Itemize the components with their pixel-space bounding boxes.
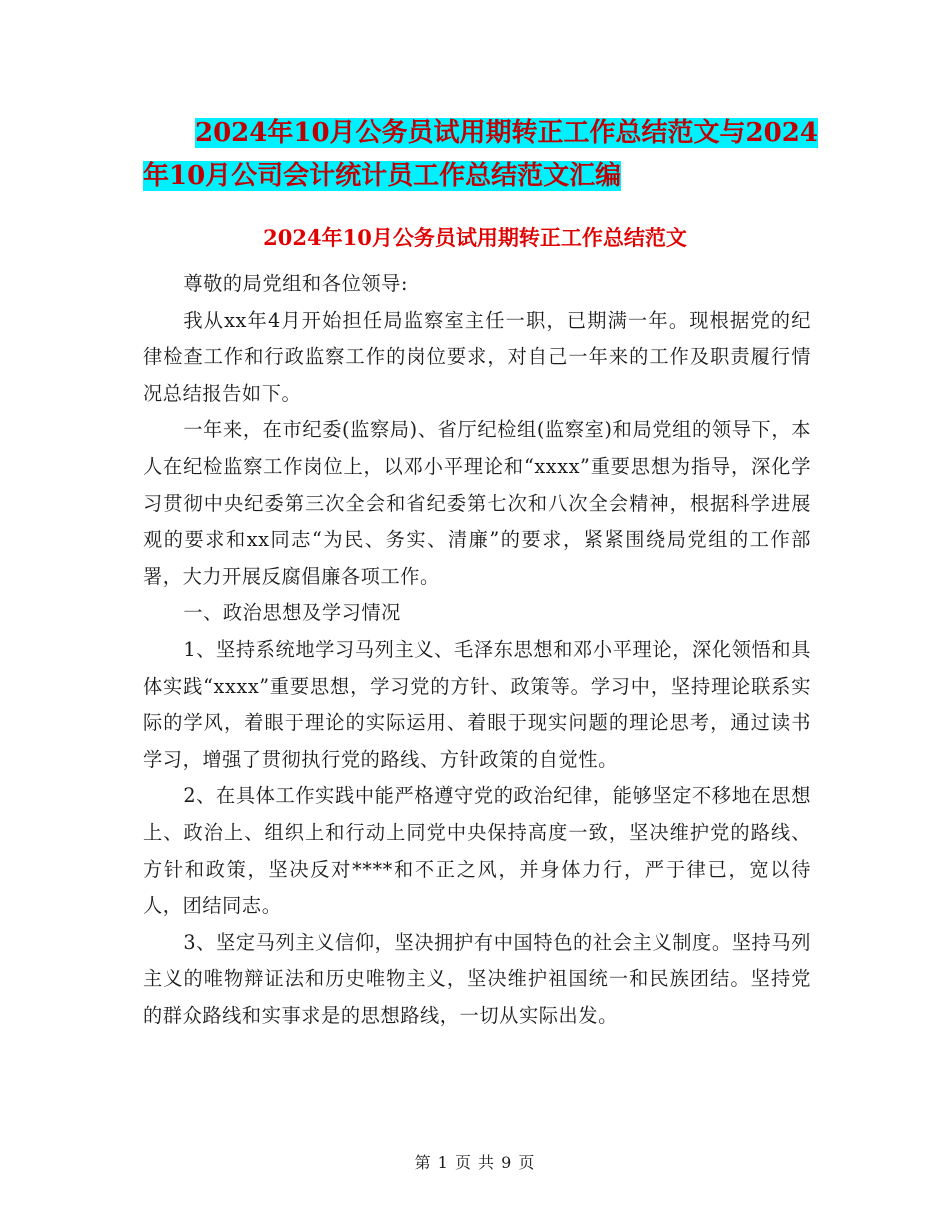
paragraph-item-3: 3、坚定马列主义信仰，坚决拥护有中国特色的社会主义制度。坚持马列主义的唯物辩证法和历史唯物主义，坚决维护祖国统一和民族团结。坚持党的群众路线和实事求是的思想路线，一切从实际出发。: [143, 930, 811, 1027]
document-title-line-2: [143, 155, 823, 198]
section-title: 2024年10月公务员试用期转正工作总结范文: [263, 225, 687, 250]
document-title: [143, 112, 823, 198]
paragraph-overview: 一年来，在市纪委(监察局)、省厅纪检组(监察室)和局党组的领导下，本人在纪检监察工作岗位上，以邓小平理论和“xxxx”重要思想为指导，深化学习贯彻中央纪委第三次全会和省纪委第七次和八次全会精神，根据科学进展观的要求和xx同志“为民、务实、清廉”的要求，紧紧围绕局党组的工作部署，大力开展反腐倡廉各项工作。: [143, 418, 811, 588]
title-highlight-2: 年10月公司会计统计员工作总结范文汇编: [143, 161, 622, 191]
section-heading-politics: 一、政治思想及学习情况: [183, 601, 401, 625]
document-body: [143, 266, 811, 1034]
document-title-line-1: [143, 112, 823, 155]
paragraph-intro: 我从xx年4月开始担任局监察室主任一职，已期满一年。现根据党的纪律检查工作和行政监察工作的岗位要求，对自己一年来的工作及职责履行情况总结报告如下。: [143, 308, 811, 405]
paragraph-item-2: 2、在具体工作实践中能严格遵守党的政治纪律，能够坚定不移地在思想上、政治上、组织上和行动上同党中央保持高度一致，坚决维护党的路线、方针和政策，坚决反对****和不正之风，并身体力行，严于律已，宽以待人，团结同志。: [143, 784, 811, 918]
page-footer: 第 1 页 共 9 页: [414, 1153, 536, 1172]
salutation: 尊敬的局党组和各位领导:: [183, 272, 409, 295]
title-highlight-1: 2024年10月公务员试用期转正工作总结范文与2024: [195, 118, 818, 148]
paragraph-item-1: 1、坚持系统地学习马列主义、毛泽东思想和邓小平理论，深化领悟和具体实践“xxxx”重要思想，学习党的方针、政策等。学习中，坚持理论联系实际的学风，着眼于理论的实际运用、着眼于现实问题的理论思考，通过读书学习，增强了贯彻执行党的路线、方针政策的自觉性。: [143, 637, 811, 771]
